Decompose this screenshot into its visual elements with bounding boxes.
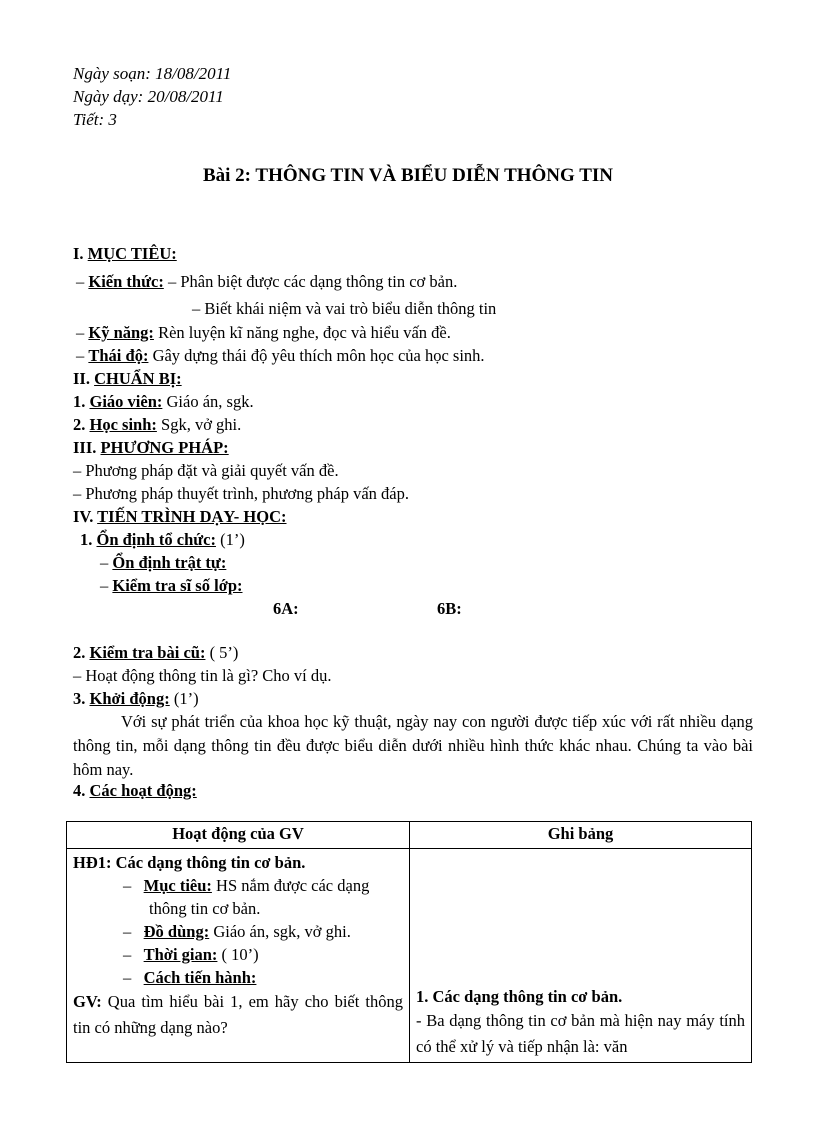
knowledge-line-2: – Biết khái niệm và vai trò biểu diễn thông tin (192, 299, 497, 318)
section1-heading: I. MỤC TIÊU: (73, 244, 177, 263)
skill-line: – Kỹ năng: Rèn luyện kĩ năng nghe, đọc và hiểu vấn đề. (76, 323, 451, 342)
hd1-title: HĐ1: Các dạng thông tin cơ bản. (73, 853, 306, 872)
date-prepared: Ngày soạn: 18/08/2011 (73, 64, 232, 83)
method-item-2: – Phương pháp thuyết trình, phương pháp vấn đáp. (73, 484, 409, 503)
teacher-activity-cell (67, 849, 410, 1063)
time-line: – Thời gian: ( 10’) (123, 945, 259, 964)
page-title: Bài 2: THÔNG TIN VÀ BIỂU DIỄN THÔNG TIN (202, 165, 613, 186)
table-header-row (67, 822, 752, 849)
section2-heading: II. CHUẨN BỊ: (73, 369, 182, 388)
activity-table (66, 821, 752, 1063)
table-row (67, 849, 752, 1063)
warmup-line: 3. Khởi động: (1’) (73, 689, 199, 708)
col-header-board: Ghi bảng (410, 822, 752, 849)
method-line: – Cách tiến hành: (123, 968, 257, 987)
student-line: 2. Học sinh: Sgk, vở ghi. (73, 415, 242, 434)
goal-line-2: thông tin cơ bản. (149, 899, 261, 918)
org-line: 1. Ổn định tổ chức: (1’) (80, 530, 245, 549)
warmup-paragraph: Với sự phát triển của khoa học kỹ thuật, ngày nay con người được tiếp xúc với rất nhiều dạng thông tin, mỗi dạng thông tin đều được biểu diễn dưới nhiều hình thức khác nhau. Chúng ta vào bài hôm nay. (73, 712, 753, 779)
tools-line: – Đồ dùng: Giáo án, sgk, vở ghi. (123, 922, 351, 941)
attitude-line: – Thái độ: Gây dựng thái độ yêu thích môn học của học sinh. (76, 346, 485, 365)
class-6a: 6A: (273, 599, 299, 618)
method-item-1: – Phương pháp đặt và giải quyết vấn đề. (73, 461, 339, 480)
class-6b: 6B: (437, 599, 462, 618)
attendance-line: – Kiểm tra sĩ số lớp: (100, 576, 243, 595)
gv-question: GV: Qua tìm hiểu bài 1, em hãy cho biết thông tin có những dạng nào? (73, 992, 403, 1037)
review-question: – Hoạt động thông tin là gì? Cho ví dụ. (73, 666, 332, 685)
goal-line: – Mục tiêu: HS nắm được các dạng (123, 876, 370, 895)
review-line: 2. Kiểm tra bài cũ: ( 5’) (73, 643, 239, 662)
order-line: – Ổn định trật tự: (100, 553, 227, 572)
section3-heading: III. PHƯƠNG PHÁP: (73, 438, 229, 457)
col-header-teacher: Hoạt động của GV (67, 822, 410, 849)
board-cell (410, 849, 752, 1063)
knowledge-line: – Kiến thức: – Phân biệt được các dạng thông tin cơ bản. (76, 272, 458, 291)
date-taught: Ngày dạy: 20/08/2011 (73, 87, 224, 106)
period: Tiết: 3 (73, 110, 117, 129)
activities-line: 4. Các hoạt động: (73, 781, 197, 800)
teacher-line: 1. Giáo viên: Giáo án, sgk. (73, 392, 254, 411)
board-text: - Ba dạng thông tin cơ bản mà hiện nay máy tính có thể xử lý và tiếp nhận là: văn (416, 1011, 745, 1056)
board-title: 1. Các dạng thông tin cơ bản. (416, 987, 623, 1006)
section4-heading: IV. TIẾN TRÌNH DẠY- HỌC: (73, 507, 287, 526)
